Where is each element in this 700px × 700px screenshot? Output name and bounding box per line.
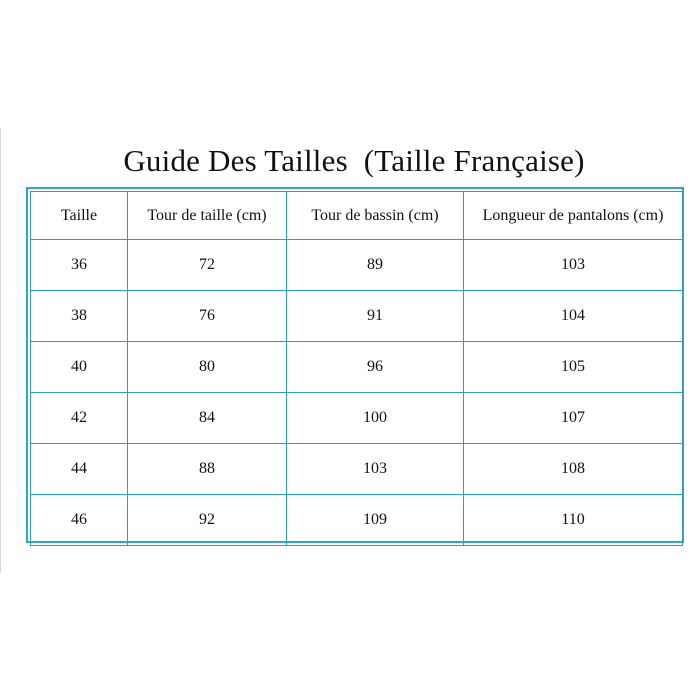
header-tour-de-bassin: Tour de bassin (cm) — [287, 192, 464, 240]
cell-tour-de-bassin: 103 — [287, 444, 464, 495]
table-row — [31, 495, 683, 546]
cell-tour-de-bassin: 96 — [287, 342, 464, 393]
cell-tour-de-taille: 88 — [128, 444, 287, 495]
cell-tour-de-taille: 72 — [128, 240, 287, 291]
cell-tour-de-taille: 76 — [128, 291, 287, 342]
size-guide-table — [30, 191, 683, 546]
cell-taille: 40 — [31, 342, 128, 393]
header-taille: Taille — [31, 192, 128, 240]
cell-longueur: 103 — [464, 240, 683, 291]
cell-tour-de-taille: 80 — [128, 342, 287, 393]
cell-longueur: 105 — [464, 342, 683, 393]
page-title: Guide Des Tailles (Taille Française) — [123, 143, 585, 178]
cell-tour-de-bassin: 89 — [287, 240, 464, 291]
cell-longueur: 104 — [464, 291, 683, 342]
cell-tour-de-bassin: 100 — [287, 393, 464, 444]
cell-tour-de-bassin: 91 — [287, 291, 464, 342]
cell-longueur: 108 — [464, 444, 683, 495]
table-row — [31, 393, 683, 444]
table-header-row — [31, 192, 683, 240]
cell-longueur: 107 — [464, 393, 683, 444]
cell-taille: 36 — [31, 240, 128, 291]
cell-tour-de-bassin: 109 — [287, 495, 464, 546]
table-row — [31, 291, 683, 342]
table-row — [31, 240, 683, 291]
cell-taille: 38 — [31, 291, 128, 342]
cell-tour-de-taille: 92 — [128, 495, 287, 546]
cell-taille: 46 — [31, 495, 128, 546]
cell-taille: 42 — [31, 393, 128, 444]
cell-tour-de-taille: 84 — [128, 393, 287, 444]
table-row — [31, 444, 683, 495]
size-guide-table-frame — [26, 187, 684, 543]
header-tour-de-taille: Tour de taille (cm) — [128, 192, 287, 240]
cell-taille: 44 — [31, 444, 128, 495]
header-longueur-pantalons: Longueur de pantalons (cm) — [464, 192, 683, 240]
table-row — [31, 342, 683, 393]
cell-longueur: 110 — [464, 495, 683, 546]
page-edge-line — [0, 128, 1, 573]
